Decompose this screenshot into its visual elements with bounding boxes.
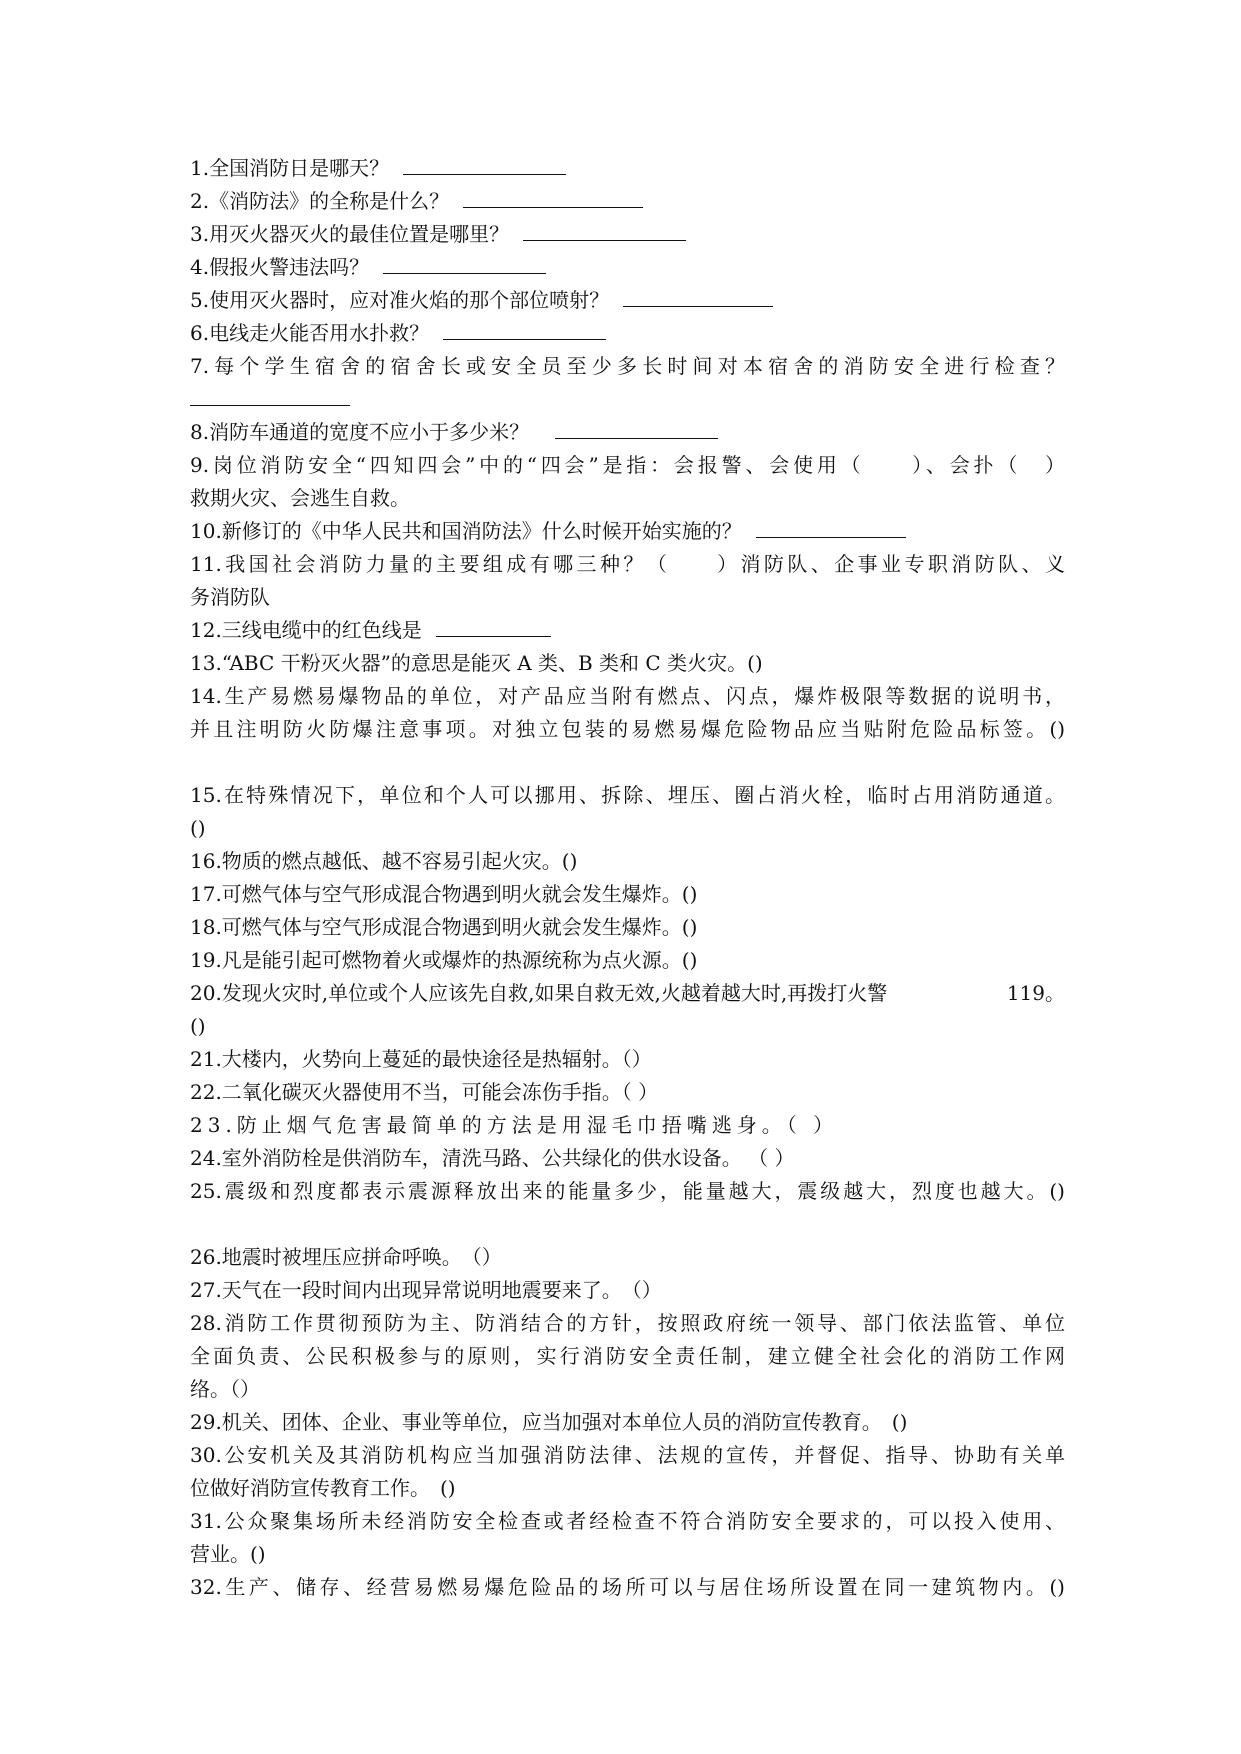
question-29: [190, 1406, 1065, 1439]
question-7-answer-line: [190, 383, 1065, 416]
question-text: 15.在特殊情况下，单位和个人可以挪用、拆除、埋压、圈占消火栓，临时占用消防通道。: [190, 783, 1065, 807]
question-text: 13.“ABC 干粉灭火器”的意思是能灭 A 类、B 类和 C 类火灾。(): [190, 651, 763, 675]
question-12: [190, 614, 1065, 647]
question-text: 23.防止烟气危害最简单的方法是用湿毛巾捂嘴逃身。（ ）: [190, 1113, 839, 1137]
question-13: [190, 647, 1065, 680]
question-text: 11.我国社会消防力量的主要组成有哪三种？（ ）消防队、企事业专职消防队、义: [190, 552, 1065, 576]
question-26: [190, 1241, 1065, 1274]
question-6: [190, 317, 1065, 350]
question-text: 21.大楼内，火势向上蔓延的最快途径是热辐射。（）: [190, 1047, 652, 1071]
question-15: [190, 779, 1065, 812]
question-25: [190, 1175, 1065, 1208]
question-text: (): [190, 1014, 206, 1038]
answer-blank[interactable]: [403, 152, 566, 175]
question-text: 3.用灭火器灭火的最佳位置是哪里？: [190, 222, 510, 246]
question-31: [190, 1505, 1065, 1538]
question-11: [190, 548, 1065, 581]
question-text: 5.使用灭火器时，应对准火焰的那个部位喷射？: [190, 288, 610, 312]
answer-blank[interactable]: [443, 317, 606, 340]
question-text: 31.公众聚集场所未经消防安全检查或者经检查不符合消防安全要求的，可以投入使用、: [190, 1509, 1065, 1533]
question-22: [190, 1076, 1065, 1109]
question-text: 26.地震时被埋压应拼命呼唤。 （）: [190, 1245, 502, 1269]
question-17: [190, 878, 1065, 911]
question-text: 营业。(): [190, 1542, 266, 1566]
question-text: 20.发现火灾时,单位或个人应该先自救,如果自救无效,火越着越大时,再拨打火警: [190, 981, 888, 1005]
question-2: [190, 185, 1065, 218]
question-30-continued: [190, 1472, 1065, 1505]
question-11-continued: [190, 581, 1065, 614]
question-32: [190, 1571, 1065, 1604]
question-14-continued: [190, 713, 1065, 746]
answer-blank[interactable]: [623, 284, 773, 307]
question-text: 并且注明防火防爆注意事项。对独立包装的易燃易爆危险物品应当贴附危险品标签。(): [190, 717, 1065, 741]
question-text: 6.电线走火能否用水扑救？: [190, 321, 430, 345]
question-21: [190, 1043, 1065, 1076]
question-text: 22.二氧化碳灭火器使用不当，可能会冻伤手指。（ ）: [190, 1080, 659, 1104]
question-text: (): [190, 816, 206, 840]
question-text: 27.天气在一段时间内出现异常说明地震要来了。 （）: [190, 1278, 662, 1302]
question-text: 14.生产易燃易爆物品的单位，对产品应当附有燃点、闪点，爆炸极限等数据的说明书，: [190, 684, 1065, 708]
question-28-continued: [190, 1340, 1065, 1373]
question-text: 24.室外消防栓是供消防车，清洗马路、公共绿化的供水设备。 （ ）: [190, 1146, 795, 1170]
question-text: 2.《消防法》的全称是什么？: [190, 189, 450, 213]
question-text: 32.生产、储存、经营易燃易爆危险品的场所可以与居住场所设置在同一建筑物内。(): [190, 1575, 1065, 1599]
question-9-continued: [190, 482, 1065, 515]
question-14: [190, 680, 1065, 713]
answer-blank[interactable]: [383, 251, 546, 274]
question-text: 络。（）: [190, 1377, 260, 1401]
answer-blank[interactable]: [523, 218, 686, 241]
answer-blank[interactable]: [190, 383, 350, 406]
question-18: [190, 911, 1065, 944]
answer-blank[interactable]: [463, 185, 643, 208]
answer-blank[interactable]: [555, 416, 718, 439]
question-text: 务消防队: [190, 585, 270, 609]
answer-blank[interactable]: [436, 614, 551, 637]
question-text: 25.震级和烈度都表示震源释放出来的能量多少，能量越大，震级越大，烈度也越大。(): [190, 1179, 1065, 1203]
question-text: 29.机关、团体、企业、事业等单位，应当加强对本单位人员的消防宣传教育。 (): [190, 1410, 908, 1434]
question-text: 9.岗位消防安全“四知四会”中的“四会”是指：会报警、会使用（ ）、会扑（ ）: [190, 453, 1065, 477]
question-9: [190, 449, 1065, 482]
question-24: [190, 1142, 1065, 1175]
question-10: [190, 515, 1065, 548]
question-text: 16.物质的燃点越低、越不容易引起火灾。(): [190, 849, 578, 873]
question-7: [190, 350, 1065, 383]
question-text: 10.新修订的《中华人民共和国消防法》什么时候开始实施的？: [190, 519, 742, 543]
question-text: 救期火灾、会逃生自救。: [190, 486, 410, 510]
question-text: 位做好消防宣传教育工作。 (): [190, 1476, 456, 1500]
question-5: [190, 284, 1065, 317]
question-text: 8.消防车通道的宽度不应小于多少米？: [190, 420, 530, 444]
question-3: [190, 218, 1065, 251]
question-text: 28.消防工作贯彻预防为主、防消结合的方针，按照政府统一领导、部门依法监管、单位: [190, 1311, 1065, 1335]
question-28-end: [190, 1373, 1065, 1406]
question-28: [190, 1307, 1065, 1340]
question-27: [190, 1274, 1065, 1307]
question-31-continued: [190, 1538, 1065, 1571]
question-text: 19.凡是能引起可燃物着火或爆炸的热源统称为点火源。(): [190, 948, 698, 972]
question-text-tail: 119。: [1006, 981, 1065, 1005]
question-1: [190, 152, 1065, 185]
question-20: [190, 977, 1065, 1010]
question-text: 7.每个学生宿舍的宿舍长或安全员至少多长时间对本宿舍的消防安全进行检查？: [190, 354, 1065, 378]
question-text: 1.全国消防日是哪天？: [190, 156, 390, 180]
question-19: [190, 944, 1065, 977]
question-text: 4.假报火警违法吗？: [190, 255, 370, 279]
question-text: 30.公安机关及其消防机构应当加强消防法律、法规的宣传，并督促、指导、协助有关单: [190, 1443, 1065, 1467]
question-15-continued: [190, 812, 1065, 845]
question-text: 18.可燃气体与空气形成混合物遇到明火就会发生爆炸。(): [190, 915, 698, 939]
question-30: [190, 1439, 1065, 1472]
answer-blank[interactable]: [756, 515, 906, 538]
question-23: [190, 1109, 1065, 1142]
question-20-continued: [190, 1010, 1065, 1043]
question-4: [190, 251, 1065, 284]
question-8: [190, 416, 1065, 449]
question-text: 12.三线电缆中的红色线是: [190, 618, 422, 642]
question-16: [190, 845, 1065, 878]
question-text: 全面负责、公民积极参与的原则，实行消防安全责任制，建立健全社会化的消防工作网: [190, 1344, 1065, 1368]
question-text: 17.可燃气体与空气形成混合物遇到明火就会发生爆炸。(): [190, 882, 698, 906]
